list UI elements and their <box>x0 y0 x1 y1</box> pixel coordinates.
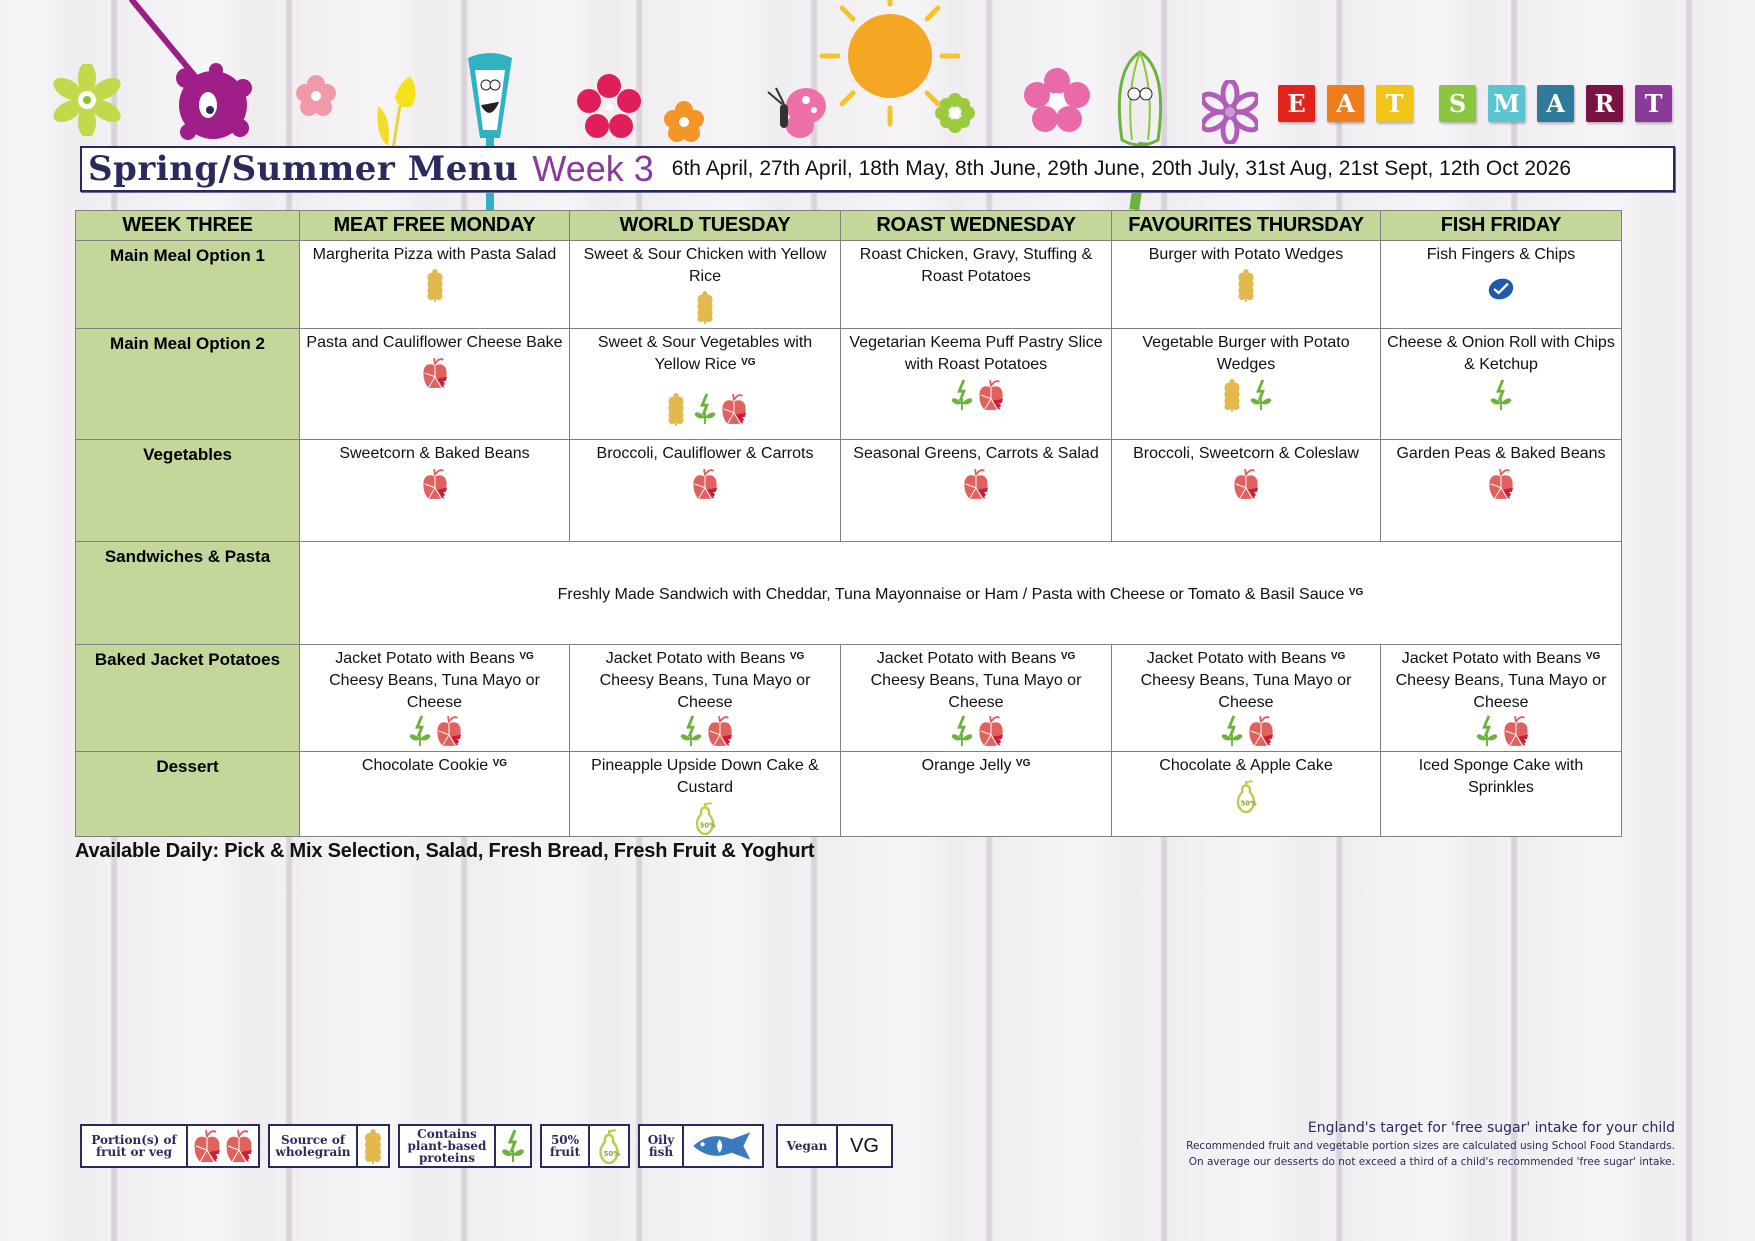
menu-cell <box>841 645 1112 752</box>
day-header-wednesday: ROAST WEDNESDAY <box>841 211 1112 241</box>
sandwich-pasta-cell <box>300 542 1622 645</box>
eat-smart-logo <box>1278 85 1672 122</box>
dish-name: Burger with Potato Wedges <box>1148 246 1344 263</box>
dish-name: Fish Fingers & Chips <box>1426 246 1576 263</box>
brand-tile: R <box>1586 85 1623 122</box>
vegan-badge: VG <box>741 357 756 368</box>
vegan-icon: VG <box>850 1134 879 1157</box>
dish-name: Chocolate & Apple Cake <box>1159 757 1333 774</box>
flower-lime-icon <box>52 64 122 136</box>
brand-tile: T <box>1376 85 1413 122</box>
menu-cell <box>841 440 1112 542</box>
legend-label: Contains plant-based proteins <box>400 1126 496 1166</box>
legend-item-plant-protein <box>398 1124 532 1168</box>
fruit-veg-icon <box>1232 467 1260 501</box>
menu-cell <box>1381 645 1622 752</box>
menu-cell <box>300 440 570 542</box>
brand-tile: A <box>1327 85 1364 122</box>
fruit-veg-icon <box>1247 714 1275 748</box>
row-label: Main Meal Option 1 <box>76 241 300 329</box>
menu-cell <box>841 752 1112 837</box>
menu-title-banner <box>80 146 1675 192</box>
row-label: Dessert <box>76 752 300 837</box>
fruit-veg-icon <box>1487 467 1515 501</box>
msc-fish-icon <box>1487 272 1515 306</box>
plant-protein-icon <box>1487 378 1515 412</box>
menu-cell <box>1112 752 1381 837</box>
menu-cell <box>570 329 841 440</box>
menu-dates: 6th April, 27th April, 18th May, 8th June, 29th June, 20th July, 31st Aug, 21st Sept, 12th Oct 2026 <box>671 157 1572 180</box>
plant-protein-icon <box>406 714 434 748</box>
fruit-veg-icon <box>962 467 990 501</box>
menu-cell <box>1381 329 1622 440</box>
dish-name: Jacket Potato with Beans $^{VG}$ <box>1401 650 1601 667</box>
menu-cell <box>300 241 570 329</box>
table-row-main-meal-2 <box>76 329 1622 440</box>
dish-name: Vegetable Burger with Potato Wedges <box>1142 334 1350 373</box>
row-label: Main Meal Option 2 <box>76 329 300 440</box>
fifty-percent-fruit-icon <box>691 801 719 835</box>
plant-protein-icon <box>948 714 976 748</box>
fifty-percent-fruit-icon <box>1232 779 1260 813</box>
sugar-footnote <box>1186 1120 1675 1170</box>
day-header-friday: FISH FRIDAY <box>1381 211 1622 241</box>
wholegrain-icon <box>1232 268 1260 302</box>
fruit-veg-icon <box>977 378 1005 412</box>
plant-protein-icon <box>691 392 719 426</box>
vegan-badge: VG <box>1330 651 1346 662</box>
dish-name: Orange Jelly $^{VG}$ <box>921 757 1031 774</box>
menu-cell <box>300 752 570 837</box>
dish-name: Sweetcorn & Baked Beans <box>339 445 530 462</box>
fifty-percent-fruit-icon <box>594 1128 624 1164</box>
wholegrain-icon <box>662 392 690 426</box>
plant-protein-icon <box>1473 714 1501 748</box>
row-label: Baked Jacket Potatoes <box>76 645 300 752</box>
day-header-thursday: FAVOURITES THURSDAY <box>1112 211 1381 241</box>
dish-options: Cheesy Beans, Tuna Mayo or Cheese <box>870 672 1082 711</box>
row-label: Sandwiches & Pasta <box>76 542 300 645</box>
plant-protein-icon <box>1218 714 1246 748</box>
flower-pink-large-icon <box>1024 68 1090 134</box>
dish-name: Iced Sponge Cake with Sprinkles <box>1418 757 1584 796</box>
dish-name: Jacket Potato with Beans $^{VG}$ <box>876 650 1076 667</box>
dish-name: Roast Chicken, Gravy, Stuffing & Roast Potatoes <box>859 246 1093 285</box>
vegan-badge: VG <box>1348 586 1364 598</box>
dish-options: Cheesy Beans, Tuna Mayo or Cheese <box>329 672 540 711</box>
vegan-badge: VG <box>492 758 508 769</box>
table-row-vegetables <box>76 440 1622 542</box>
flower-purple-icon <box>1202 80 1258 144</box>
dish-name: Cheese & Onion Roll with Chips & Ketchup <box>1387 334 1615 373</box>
brand-tile: A <box>1537 85 1574 122</box>
fruit-veg-icon <box>1502 714 1530 748</box>
dish-options: Cheesy Beans, Tuna Mayo or Cheese <box>599 672 811 711</box>
dish-name: Vegetarian Keema Puff Pastry Slice with Roast Potatoes <box>849 334 1103 373</box>
menu-cell <box>570 241 841 329</box>
menu-cell <box>841 329 1112 440</box>
day-header-monday: MEAT FREE MONDAY <box>300 211 570 241</box>
table-row-sandwiches <box>76 542 1622 645</box>
vegan-badge: VG <box>1015 758 1031 769</box>
fruit-veg-icon <box>435 714 463 748</box>
wholegrain-icon <box>691 290 719 324</box>
dish-name: Jacket Potato with Beans $^{VG}$ <box>605 650 805 667</box>
table-row-main-meal-1 <box>76 241 1622 329</box>
legend-item-vegan <box>776 1124 893 1168</box>
menu-cell <box>300 645 570 752</box>
plant-protein-icon <box>948 378 976 412</box>
vegan-badge: VG <box>519 651 534 662</box>
dish-name: Sweet & Sour Chicken with Yellow Rice <box>583 246 827 285</box>
flower-lime-small-icon <box>934 92 976 134</box>
legend-label: Oily fish <box>640 1126 684 1166</box>
menu-cell <box>1381 440 1622 542</box>
dish-name: Jacket Potato with Beans $^{VG}$ <box>335 650 534 667</box>
dish-name: Jacket Potato with Beans $^{VG}$ <box>1146 650 1346 667</box>
vegan-badge: VG <box>1060 651 1076 662</box>
menu-cell <box>570 752 841 837</box>
menu-cell <box>570 645 841 752</box>
menu-cell <box>1112 645 1381 752</box>
brand-tile: E <box>1278 85 1315 122</box>
dish-name: Broccoli, Cauliflower & Carrots <box>596 445 814 462</box>
menu-cell <box>1112 329 1381 440</box>
wholegrain-icon <box>1218 378 1246 412</box>
corner-header: WEEK THREE <box>76 211 300 241</box>
plant-protein-icon <box>1247 378 1275 412</box>
dish-name: Freshly Made Sandwich with Cheddar, Tuna Mayonnaise or Ham / Pasta with Cheese or Tomato & Basil Sauce <box>557 585 1345 603</box>
fruit-veg-icon <box>977 714 1005 748</box>
dish-name: Garden Peas & Baked Beans <box>1396 445 1606 462</box>
dish-name: Pineapple Upside Down Cake & Custard <box>591 757 819 796</box>
footnote-title: England's target for 'free sugar' intake for your child <box>1307 1120 1675 1136</box>
fruit-veg-icon <box>421 356 449 390</box>
flower-red-icon <box>576 74 642 140</box>
legend-item-fruit-veg <box>80 1124 260 1168</box>
menu-table <box>75 210 1622 837</box>
page-title: Spring/Summer Menu <box>88 149 519 189</box>
plant-protein-icon <box>500 1128 526 1164</box>
dish-options: Cheesy Beans, Tuna Mayo or Cheese <box>1140 672 1352 711</box>
wholegrain-icon <box>362 1128 384 1164</box>
table-header-row <box>76 211 1622 241</box>
dish-name: Pasta and Cauliflower Cheese Bake <box>306 334 563 351</box>
legend-item-fifty-percent-fruit <box>540 1124 630 1168</box>
dish-name: Sweet & Sour Vegetables with Yellow Rice $^{VG}$ <box>597 334 813 373</box>
flower-pink-icon <box>294 74 338 118</box>
fruit-veg-icon <box>691 467 719 501</box>
tulip-yellow-icon <box>370 66 432 156</box>
icon-legend <box>80 1124 893 1168</box>
footnote-line: Recommended fruit and vegetable portion sizes are calculated using School Food Standards. <box>1186 1140 1675 1152</box>
fruit-veg-icon <box>192 1128 222 1164</box>
plant-protein-icon <box>677 714 705 748</box>
day-header-tuesday: WORLD TUESDAY <box>570 211 841 241</box>
available-daily-note: Available Daily: Pick & Mix Selection, Salad, Fresh Bread, Fresh Fruit & Yoghurt <box>75 840 815 862</box>
menu-cell <box>570 440 841 542</box>
oily-fish-icon <box>688 1129 758 1163</box>
legend-label: Vegan <box>778 1126 838 1166</box>
menu-cell <box>1112 440 1381 542</box>
menu-cell <box>1112 241 1381 329</box>
legend-label: 50% fruit <box>542 1126 590 1166</box>
legend-item-wholegrain <box>268 1124 390 1168</box>
brand-tile: M <box>1488 85 1525 122</box>
table-row-jacket-potatoes <box>76 645 1622 752</box>
menu-cell <box>1381 241 1622 329</box>
dish-name: Seasonal Greens, Carrots & Salad <box>853 445 1099 462</box>
fruit-veg-icon <box>720 392 748 426</box>
table-row-dessert <box>76 752 1622 837</box>
brand-tile: S <box>1439 85 1476 122</box>
wholegrain-icon <box>421 268 449 302</box>
menu-cell <box>300 329 570 440</box>
legend-label: Portion(s) of fruit or veg <box>82 1126 188 1166</box>
brand-tile: T <box>1635 85 1672 122</box>
flower-orange-icon <box>662 100 706 144</box>
spatula-character-icon <box>128 0 268 150</box>
fruit-veg-icon <box>706 714 734 748</box>
footnote-line: On average our desserts do not exceed a third of a child's recommended 'free sugar' intake. <box>1188 1156 1675 1168</box>
dish-name: Broccoli, Sweetcorn & Coleslaw <box>1133 445 1359 462</box>
fruit-veg-icon <box>421 467 449 501</box>
menu-cell <box>1381 752 1622 837</box>
legend-label: Source of wholegrain <box>270 1126 358 1166</box>
row-label: Vegetables <box>76 440 300 542</box>
menu-cell <box>841 241 1112 329</box>
vegan-badge: VG <box>1585 651 1601 662</box>
dish-options: Cheesy Beans, Tuna Mayo or Cheese <box>1395 672 1607 711</box>
legend-item-oily-fish <box>638 1124 764 1168</box>
week-label: Week 3 <box>532 148 654 189</box>
vegan-badge: VG <box>789 651 805 662</box>
fruit-veg-half-icon <box>224 1128 254 1164</box>
dish-name: Chocolate Cookie $^{VG}$ <box>361 757 508 774</box>
dish-name: Margherita Pizza with Pasta Salad <box>312 246 557 263</box>
